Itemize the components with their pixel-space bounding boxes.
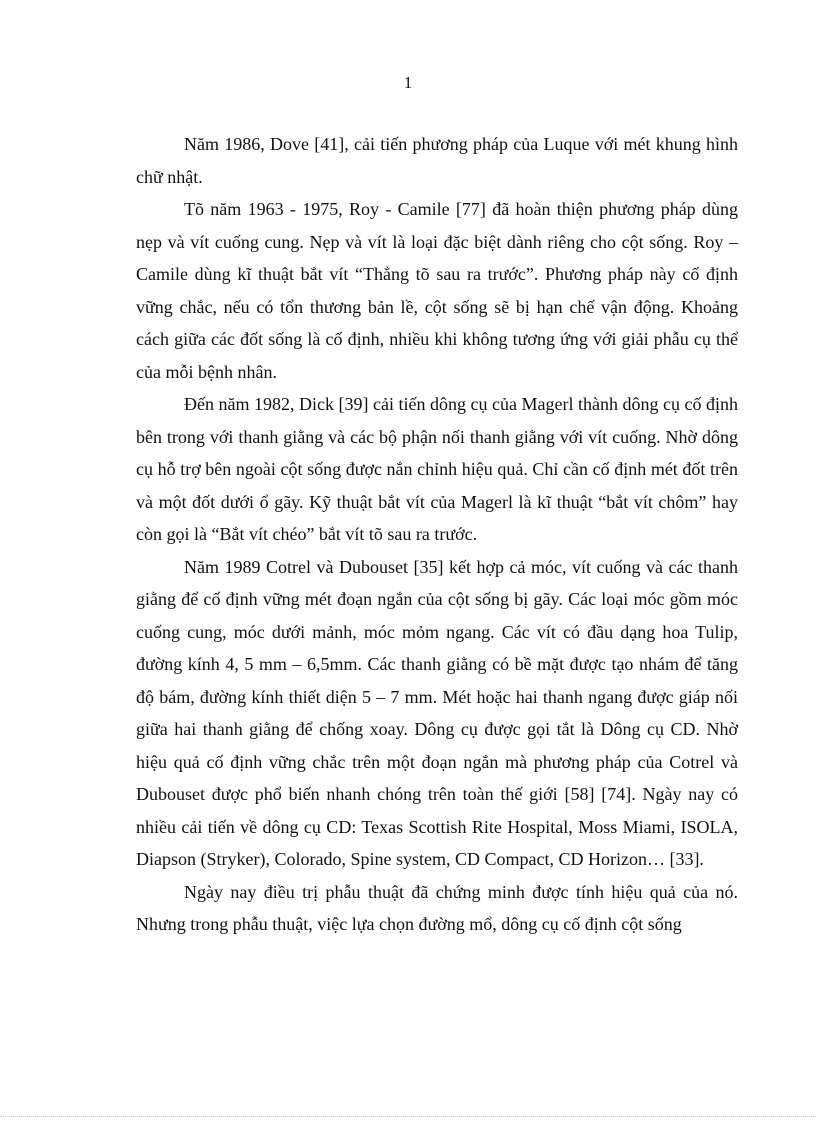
paragraph-dick-1982: Đến năm 1982, Dick [39] cải tiến dông cụ của Magerl thành dông cụ cố định bên trong với thanh giằng và các bộ phận nối thanh giằng với vít cuống. Nhờ dông cụ hỗ trợ bên ngoài cột sống được nắn chỉnh hiệu quả. Chỉ cần cố định mét đốt trên và một đốt dưới ổ gãy. Kỹ thuật bắt vít của Magerl là kĩ thuật “bắt vít chôm” hay còn gọi là “Bắt vít chéo” bắt vít tõ sau ra trước.: [136, 394, 738, 544]
page-number: 1: [403, 73, 413, 92]
paragraph-modern-surgery: Ngày nay điều trị phẫu thuật đã chứng minh được tính hiệu quả của nó. Nhưng trong phẫu thuật, việc lựa chọn đường mổ, dông cụ cố định cột sống: [136, 881, 738, 934]
paragraph-cotrel-dubouset: Năm 1989 Cotrel và Dubouset [35] kết hợp cả móc, vít cuống và các thanh giằng để cố định vững mét đoạn ngắn của cột sống bị gãy. Các loại móc gồm móc cuống cung, móc dưới mảnh, móc mỏm ngang. Các vít có đầu dạng hoa Tulip, đường kính 4, 5 mm – 6,5mm. Các thanh giằng có bề mặt được tạo nhám để tăng độ bám, đường kính thiết diện 5 – 7 mm. Mét hoặc hai thanh ngang được giáp nối giữa hai thanh giằng để chống xoay. Dông cụ được gọi tắt là Dông cụ CD. Nhờ hiệu quả cố định vững chắc trên một đoạn ngắn mà phương pháp của Cotrel và Dubouset được phổ biến nhanh chóng trên toàn thế giới [58] [74]. Ngày nay có nhiều cải tiến về dông cụ CD: Texas Scottish Rite Hospital, Moss Miami, ISOLA, Diapson (Stryker), Colorado, Spine system, CD Compact, CD Horizon… [33].: [136, 556, 738, 869]
paragraph-dove-1986: Năm 1986, Dove [41], cải tiến phương pháp của Luque với mét khung hình chữ nhật.: [136, 134, 738, 187]
page-bottom-edge: [0, 1116, 816, 1117]
document-body: [136, 128, 738, 941]
paragraph-roy-camile: Tõ năm 1963 - 1975, Roy - Camile [77] đã hoàn thiện phương pháp dùng nẹp và vít cuống cung. Nẹp và vít là loại đặc biệt dành riêng cho cột sống. Roy – Camile dùng kĩ thuật bắt vít “Thẳng tõ sau ra trước”. Phương pháp này cố định vững chắc, nếu có tổn thương bản lề, cột sống sẽ bị hạn chế vận động. Khoảng cách giữa các đốt sống là cố định, nhiều khi không tương ứng với giải phẫu cụ thể của mỗi bệnh nhân.: [136, 199, 738, 382]
